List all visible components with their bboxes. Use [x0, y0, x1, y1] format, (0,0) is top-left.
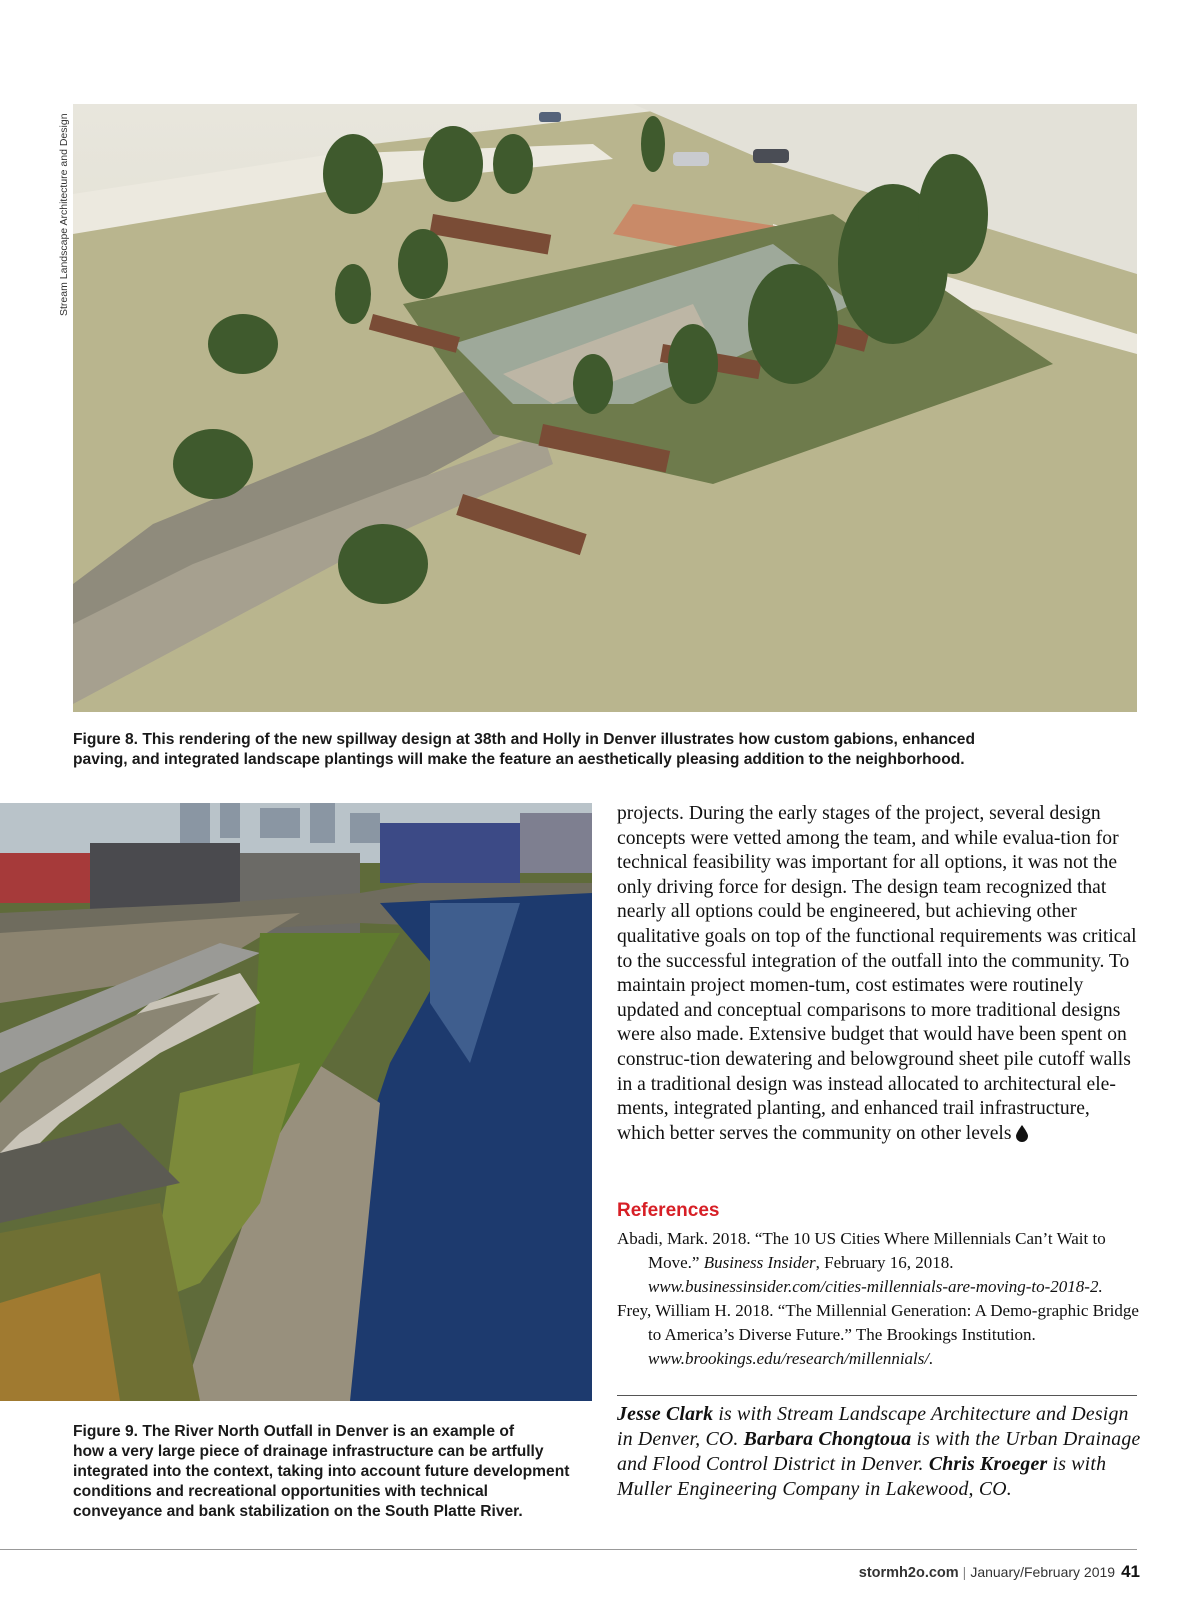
- references-heading: References: [617, 1200, 720, 1221]
- figure-9-caption-line: how a very large piece of drainage infrastructure can be artfully: [73, 1443, 544, 1460]
- author-name: Barbara Chongtoua: [743, 1428, 912, 1450]
- reference-text: Frey, William H. 2018. “The Millennial Generation: A Demo-graphic Bridge to America’s Diverse Future.” The Brookings Institution.: [617, 1301, 1139, 1344]
- figure-9-image: [0, 803, 592, 1401]
- river-outfall-photo: [0, 803, 592, 1401]
- reference-text: Abadi, Mark. 2018. “The 10 US Cities Where Millennials Can’t Wait to Move.”: [617, 1229, 1106, 1272]
- reference-item: [617, 1299, 1142, 1371]
- reference-item: [617, 1227, 1142, 1299]
- water-drop-icon: [1016, 1125, 1028, 1150]
- author-affiliation: is with Muller Engineering Company in Lakewood, CO.: [617, 1453, 1107, 1500]
- footer-separator: |: [962, 1564, 967, 1580]
- figure-9-caption-line: conveyance and bank stabilization on the South Platte River.: [73, 1503, 523, 1520]
- reference-url[interactable]: www.brookings.edu/research/millennials/.: [648, 1349, 934, 1368]
- figure-8-image: [73, 104, 1137, 712]
- photo-credit: Stream Landscape Architecture and Design: [58, 113, 70, 316]
- figure-9-caption: [73, 1422, 593, 1522]
- author-affiliation: is with Stream Landscape Architecture and Design in Denver, CO.: [617, 1403, 1129, 1450]
- reference-url[interactable]: www.businessinsider.com/cities-millennials-are-moving-to-2018-2.: [648, 1277, 1103, 1296]
- page-number: 41: [1121, 1562, 1140, 1581]
- figure-9-caption-line: conditions and recreational opportunities with technical: [73, 1483, 489, 1500]
- body-paragraph: [617, 802, 1137, 1149]
- bio-divider: [617, 1395, 1137, 1396]
- footer-issue: January/February 2019: [970, 1564, 1116, 1580]
- figure-8-caption-line: Figure 8. This rendering of the new spillway design at 38th and Holly in Denver illustrates how custom gabions, enhanced: [73, 731, 976, 748]
- references-list: [617, 1227, 1142, 1371]
- figure-8-caption: [73, 730, 1033, 770]
- page-footer: [859, 1562, 1140, 1582]
- reference-date: , February 16, 2018.: [815, 1253, 954, 1272]
- author-affiliation: is with the Urban Drainage and Flood Control District in Denver.: [617, 1428, 1141, 1475]
- reference-source: Business Insider: [703, 1253, 816, 1272]
- author-bio: [617, 1402, 1142, 1502]
- spillway-rendering: [73, 104, 1137, 712]
- footer-site: stormh2o.com: [858, 1565, 959, 1581]
- figure-9-caption-line: Figure 9. The River North Outfall in Denver is an example of: [73, 1423, 515, 1440]
- figure-9-caption-line: integrated into the context, taking into account future development: [73, 1463, 570, 1480]
- body-text: projects. During the early stages of the project, several design concepts were vetted among the team, and while evalua-tion for technical feasibility was important for all options, it was not the only driving force for design. The design team recognized that nearly all options could be engineered, but achieving other qualitative goals on top of the functional requirements was critical to the successful integration of the outfall into the community. To maintain project momen-tum, cost estimates were routinely updated and conceptual comparisons to more traditional designs were also made. Extensive budget that would have been spent on construc-tion dewatering and belowground sheet pile cutoff walls in a traditional design was instead allocated to architectural ele-ments, integrated planting, and enhanced trail infrastructure, which better serves the community on other levels: [617, 803, 1137, 1144]
- figure-8-caption-line: paving, and integrated landscape plantings will make the feature an aesthetically pleasing addition to the neighborhood.: [73, 751, 965, 768]
- footer-divider: [0, 1549, 1137, 1550]
- author-name: Jesse Clark: [617, 1403, 714, 1425]
- author-name: Chris Kroeger: [928, 1453, 1048, 1475]
